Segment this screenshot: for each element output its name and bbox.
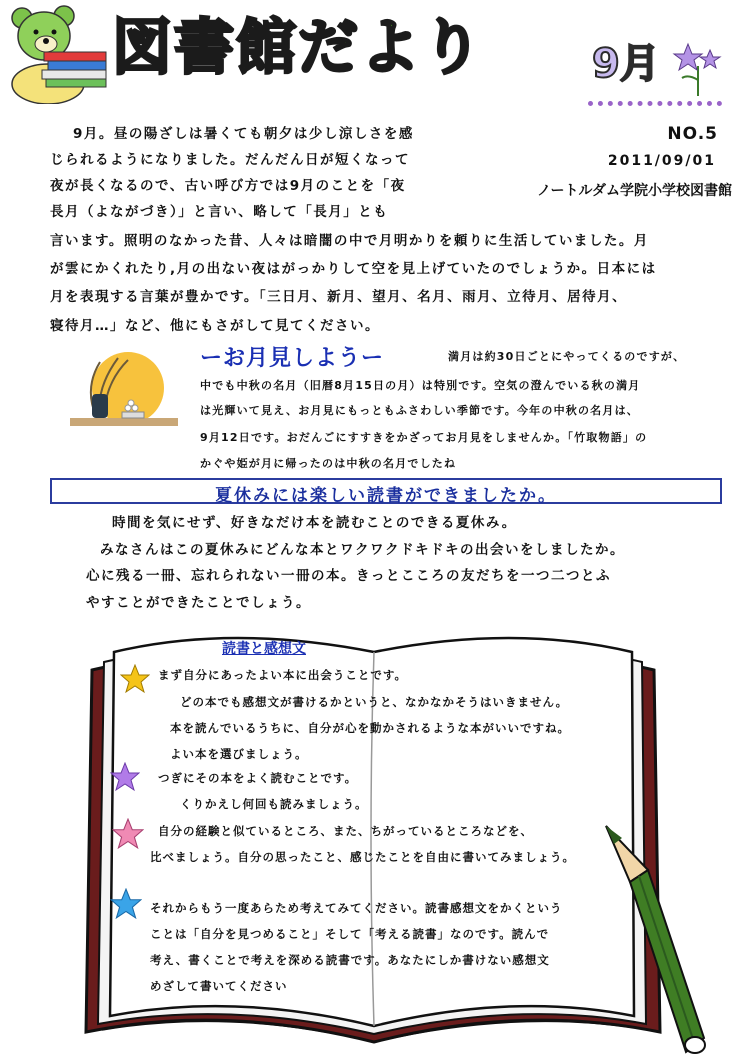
book-line-9: それからもう一度あらため考えてみてください。読書感想文をかくという [150, 901, 563, 915]
bear-with-books-icon [6, 2, 110, 104]
summer-line-2: みなさんはこの夏休みにどんな本とワクワクドキドキの出会いをしましたか。 [100, 542, 625, 558]
dotted-divider [588, 101, 722, 106]
book-line-2: どの本でも感想文が書けるかというと、なかなかそうはいきません。 [180, 695, 569, 709]
book-line-1: まず自分にあったよい本に出会うことです。 [158, 668, 407, 682]
book-line-6: くりかえし何回も読みましょう。 [180, 797, 368, 811]
intro-line-2: じられるようになりました。だんだん日が短くなって [50, 152, 410, 168]
issue-number: NO.5 [667, 124, 718, 144]
newsletter-title: 図書館だより [112, 13, 484, 83]
purple-star-icon [110, 762, 140, 792]
moon-viewing-icon [66, 348, 182, 438]
school-name: ノートルダム学院小学校図書館 [536, 183, 732, 199]
moon-section-title: ーお月見しようー [200, 346, 385, 371]
book-line-11: 考え、書くことで考えを深める読書です。あなたにしか書けない感想文 [150, 953, 550, 967]
summer-banner-text: 夏休みには楽しい読書ができましたか。 [215, 486, 557, 506]
moon-line-5: かぐや姫が月に帰ったのは中秋の名月でしたね [200, 457, 457, 470]
moon-line-2: 中でも中秋の名月（旧暦8月15日の月）は特別です。空気の澄んでいる秋の満月 [200, 379, 641, 392]
pencil-icon [600, 820, 710, 1060]
intro-line-1: 9月。昼の陽ざしは暑くても朝夕は少し涼しさを感 [73, 126, 414, 142]
pink-star-icon [112, 818, 144, 850]
summer-line-4: やすことができたことでしょう。 [86, 595, 311, 611]
book-line-12: めざして書いてください [150, 979, 288, 993]
intro-line-4: 長月（よながづき）」と言い、略して「長月」とも [50, 204, 389, 220]
month-label: 9月 [592, 41, 660, 87]
issue-date: 2011/09/01 [607, 153, 716, 169]
intro-line-7: 月を表現する言葉が豊かです。「三日月、新月、望月、名月、雨月、立待月、居待月、 [50, 289, 628, 305]
gold-star-icon [120, 664, 150, 694]
intro-line-3: 夜が長くなるので、古い呼び方では9月のことを「夜 [50, 178, 406, 194]
book-line-3: 本を読んでいるうちに、自分が心を動かされるような本がいいですね。 [170, 721, 570, 735]
summer-banner [50, 478, 722, 504]
book-line-5: つぎにその本をよく読むことです。 [158, 771, 358, 785]
summer-line-3: 心に残る一冊、忘れられない一冊の本。きっとこころの友だちを一つ二つとふ [86, 568, 611, 584]
bellflower-icon [672, 40, 724, 98]
blue-star-icon [110, 888, 142, 920]
intro-line-5: 言います。照明のなかった昔、人々は暗闇の中で月明かりを頼りに生活していました。月 [50, 233, 649, 249]
moon-line-1: 満月は約30日ごとにやってくるのですが、 [448, 350, 686, 363]
book-line-10: ことは「自分を見つめること」そして「考える読書」なのです。読んで [150, 927, 550, 941]
moon-line-3: は光輝いて見え、お月見にもっともふさわしい季節です。今年の中秋の名月は、 [200, 404, 639, 417]
book-line-8: 比べましょう。自分の思ったこと、感じたことを自由に書いてみましょう。 [150, 850, 575, 864]
summer-line-1: 時間を気にせず、好きなだけ本を読むことのできる夏休み。 [112, 515, 517, 531]
intro-line-8: 寝待月…」など、他にもさがして見てください。 [50, 318, 380, 334]
book-line-4: よい本を選びましょう。 [170, 747, 308, 761]
moon-line-4: 9月12日です。おだんごにすすきをかざってお月見をしませんか。「竹取物語」の [200, 431, 648, 444]
book-section-title: 読書と感想文 [222, 641, 306, 657]
book-line-7: 自分の経験と似ているところ、また、ちがっているところなどを、 [158, 824, 533, 838]
intro-line-6: が雲にかくれたり,月の出ない夜はがっかりして空を見上げていたのでしょうか。日本には [50, 261, 657, 277]
